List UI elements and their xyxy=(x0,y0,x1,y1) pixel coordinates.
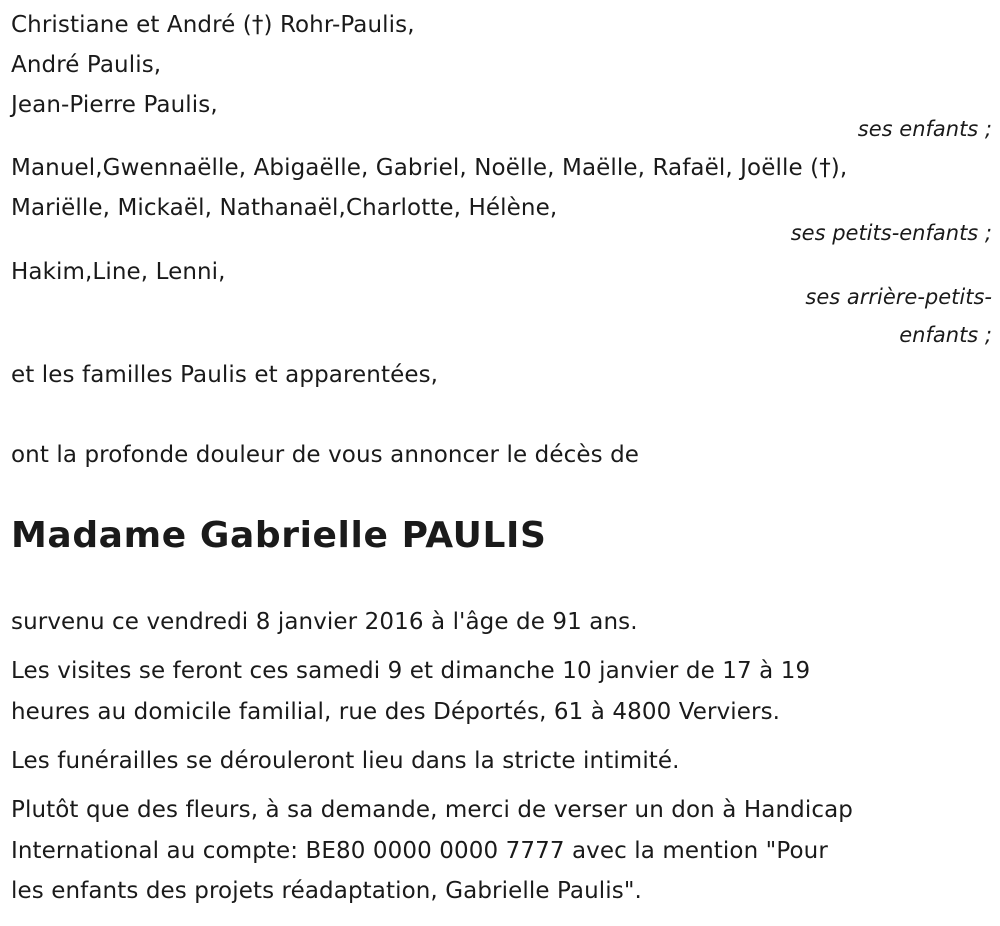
visits-line: Les visites se feront ces samedi 9 et dimanche 10 janvier de 17 à 19 xyxy=(11,658,811,684)
families-line: et les familles Paulis et apparentées, xyxy=(11,362,439,388)
grandchildren-line: Manuel,Gwennaëlle, Abigaëlle, Gabriel, Noëlle, Maëlle, Rafaël, Joëlle (†), xyxy=(11,155,848,181)
child-line: Christiane et André (†) Rohr-Paulis, xyxy=(11,12,415,38)
donation-line: International au compte: BE80 0000 0000 7777 avec la mention "Pour xyxy=(11,838,828,864)
deceased-name: Madame Gabrielle PAULIS xyxy=(11,515,547,556)
great-grandchildren-role: ses arrière-petits- xyxy=(805,285,992,309)
children-role: ses enfants ; xyxy=(857,117,992,141)
donation-line: les enfants des projets réadaptation, Gabrielle Paulis". xyxy=(11,878,642,904)
announcement: ont la profonde douleur de vous annoncer le décès de xyxy=(11,442,640,468)
funeral-line: Les funérailles se dérouleront lieu dans la stricte intimité. xyxy=(11,748,680,774)
child-line: Jean-Pierre Paulis, xyxy=(11,92,218,118)
death-details: survenu ce vendredi 8 janvier 2016 à l'âge de 91 ans. xyxy=(11,609,638,635)
visits-line: heures au domicile familial, rue des Déportés, 61 à 4800 Verviers. xyxy=(11,699,781,725)
great-grandchildren-line: Hakim,Line, Lenni, xyxy=(11,259,226,285)
grandchildren-line: Mariëlle, Mickaël, Nathanaël,Charlotte, Hélène, xyxy=(11,195,558,221)
grandchildren-role: ses petits-enfants ; xyxy=(790,221,992,245)
donation-line: Plutôt que des fleurs, à sa demande, merci de verser un don à Handicap xyxy=(11,797,853,823)
great-grandchildren-role: enfants ; xyxy=(899,323,992,347)
child-line: André Paulis, xyxy=(11,52,162,78)
